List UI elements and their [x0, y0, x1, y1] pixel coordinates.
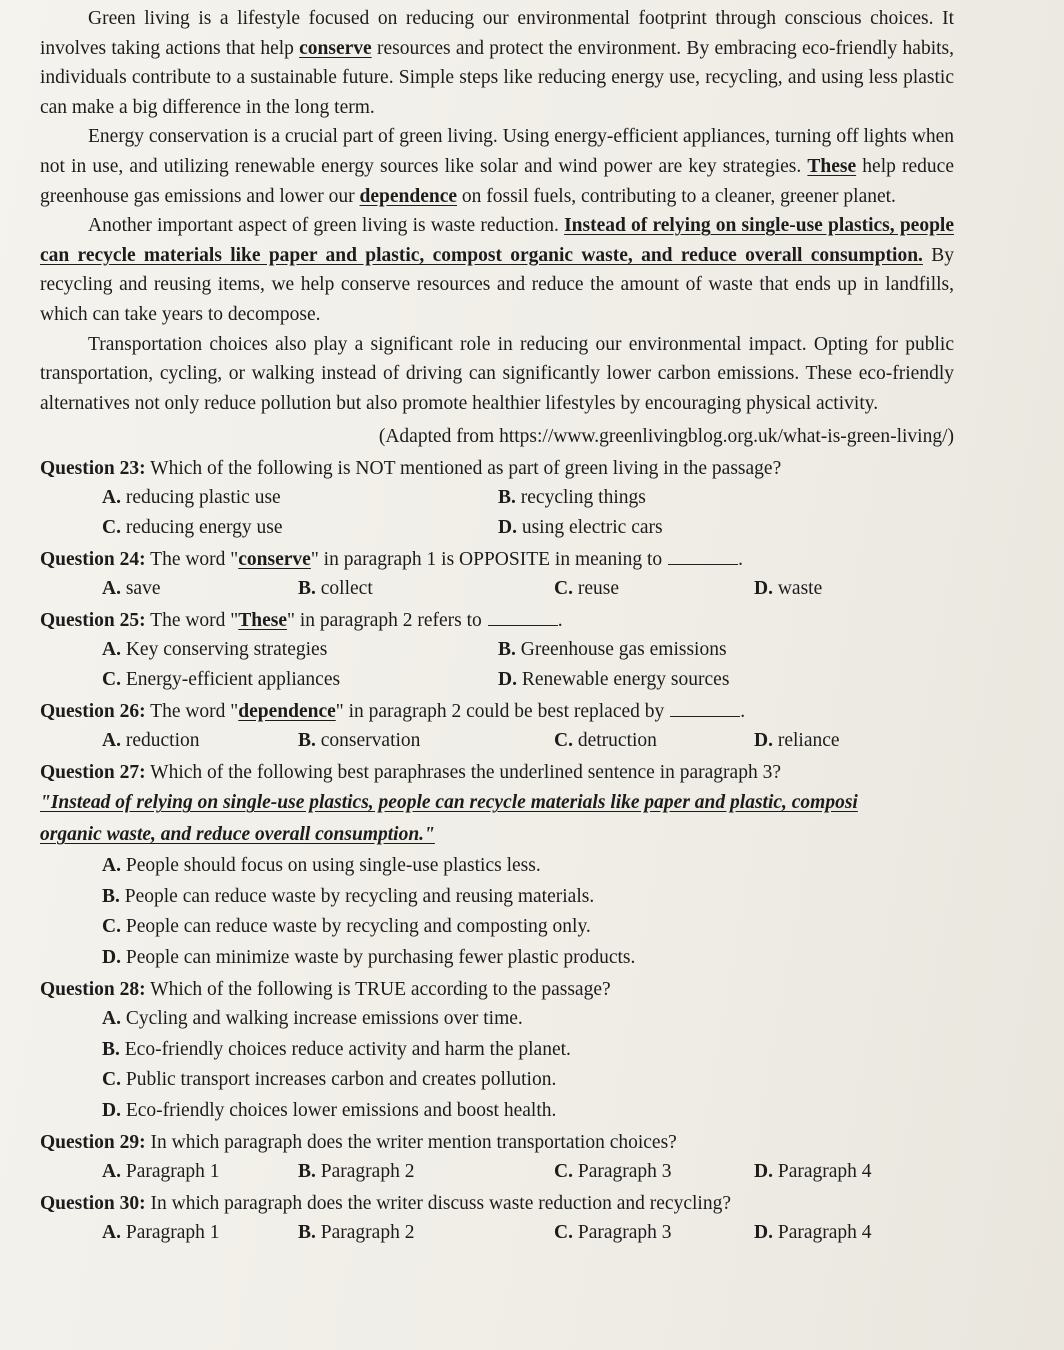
option-b[interactable]: B. conservation [298, 730, 421, 752]
paragraph-1: Green living is a lifestyle focused on reducing our environmental footprint through conscious choices. It involves taking actions that help conserve resources and protect the environment. By embracing eco-friendly habits, individuals contribute to a sustainable future. Simple steps like reducing energy use, recycling, and using less plastic can make a big difference in the long term. [40, 8, 954, 118]
option-a[interactable]: A. Paragraph 1 [102, 1161, 220, 1183]
options-26 [40, 726, 954, 756]
question-number: Question 23: [40, 458, 146, 480]
answer-blank[interactable] [670, 700, 740, 717]
underlined-sentence: Instead of relying on single-use plastics, people can recycle materials like paper and plastic, compost organic waste, and reduce overall consumption. [40, 215, 954, 266]
question-24: Question 24: The word "conserve" in paragraph 1 is OPPOSITE in meaning to . [40, 549, 744, 571]
option-c[interactable]: C. reducing energy use [102, 517, 283, 539]
question-25: Question 25: The word "These" in paragraph 2 refers to . [40, 610, 563, 632]
answer-blank[interactable] [668, 548, 738, 565]
keyword-dependence: dependence [359, 185, 458, 207]
question-26: Question 26: The word "dependence" in paragraph 2 could be best replaced by . [40, 701, 746, 723]
option-b[interactable]: B. Greenhouse gas emissions [498, 639, 727, 661]
option-d[interactable]: D. Eco-friendly choices lower emissions and boost health. [102, 1099, 557, 1121]
option-d[interactable]: D. waste [754, 578, 823, 600]
option-b[interactable]: B. Paragraph 2 [298, 1161, 415, 1183]
options-28 [40, 1004, 954, 1126]
quoted-sentence-line-1: "Instead of relying on single-use plastics, people can recycle materials like paper and plastic, composi [40, 792, 858, 814]
option-c[interactable]: C. Paragraph 3 [554, 1161, 672, 1183]
option-d[interactable]: D. using electric cars [498, 517, 663, 539]
paragraph-3: Another important aspect of green living is waste reduction. Instead of relying on single-use plastics, people can recycle materials like paper and plastic, compost organic waste, and reduce overall consumption. By recycling and reusing items, we help conserve resources and reduce the amount of waste that ends up in landfills, which can take years to decompose. [40, 215, 954, 325]
option-d[interactable]: D. Renewable energy sources [498, 669, 730, 691]
question-28: Question 28: Which of the following is TRUE according to the passage? [40, 979, 611, 1001]
options-23 [40, 483, 954, 543]
option-a[interactable]: A. reduction [102, 730, 200, 752]
option-c[interactable]: C. People can reduce waste by recycling and composting only. [102, 916, 591, 938]
options-29 [40, 1157, 954, 1187]
paragraph-4: Transportation choices also play a significant role in reducing our environmental impact. Opting for public transportation, cycling, or walking instead of driving can significantly lower carbon emissions. These eco-friendly alternatives not only reduce pollution but also promote healthier lifestyles by encouraging physical activity. [40, 333, 954, 414]
option-c[interactable]: C. reuse [554, 578, 619, 600]
option-d[interactable]: D. Paragraph 4 [754, 1161, 872, 1183]
option-b[interactable]: B. collect [298, 578, 373, 600]
keyword-these: These [807, 155, 857, 177]
option-c[interactable]: C. Public transport increases carbon and creates pollution. [102, 1069, 557, 1091]
quoted-sentence-line-2: organic waste, and reduce overall consumption." [40, 824, 435, 846]
option-b[interactable]: B. Eco-friendly choices reduce activity and harm the planet. [102, 1038, 571, 1060]
paragraph-2: Energy conservation is a crucial part of green living. Using energy-efficient appliances, turning off lights when not in use, and utilizing renewable energy sources like solar and wind power are key strategies. These help reduce greenhouse gas emissions and lower our dependence on fossil fuels, contributing to a cleaner, greener planet. [40, 126, 954, 207]
source-citation: (Adapted from https://www.greenlivingblog.org.uk/what-is-green-living/) [378, 426, 954, 448]
option-a[interactable]: A. Paragraph 1 [102, 1222, 220, 1244]
question-29: Question 29: In which paragraph does the writer mention transportation choices? [40, 1132, 677, 1154]
option-d[interactable]: D. People can minimize waste by purchasing fewer plastic products. [102, 946, 636, 968]
option-a[interactable]: A. People should focus on using single-use plastics less. [102, 855, 541, 877]
option-a[interactable]: A. reducing plastic use [102, 487, 281, 509]
option-d[interactable]: D. Paragraph 4 [754, 1222, 872, 1244]
option-c[interactable]: C. Paragraph 3 [554, 1222, 672, 1244]
option-a[interactable]: A. Key conserving strategies [102, 639, 328, 661]
options-25 [40, 635, 954, 695]
keyword-conserve: conserve [299, 37, 372, 59]
option-b[interactable]: B. People can reduce waste by recycling and reusing materials. [102, 885, 595, 907]
options-27 [40, 851, 954, 973]
option-a[interactable]: A. Cycling and walking increase emissions over time. [102, 1008, 523, 1030]
option-c[interactable]: C. detruction [554, 730, 657, 752]
question-27: Question 27: Which of the following best paraphrases the underlined sentence in paragraph 3? [40, 762, 781, 784]
option-d[interactable]: D. reliance [754, 730, 840, 752]
answer-blank[interactable] [488, 609, 558, 626]
options-30 [40, 1218, 954, 1248]
question-30: Question 30: In which paragraph does the writer discuss waste reduction and recycling? [40, 1193, 731, 1215]
option-a[interactable]: A. save [102, 578, 161, 600]
options-24 [40, 574, 954, 604]
option-b[interactable]: B. recycling things [498, 487, 646, 509]
question-23: Question 23: Which of the following is NOT mentioned as part of green living in the passage? [40, 458, 782, 480]
option-c[interactable]: C. Energy-efficient appliances [102, 669, 341, 691]
option-b[interactable]: B. Paragraph 2 [298, 1222, 415, 1244]
